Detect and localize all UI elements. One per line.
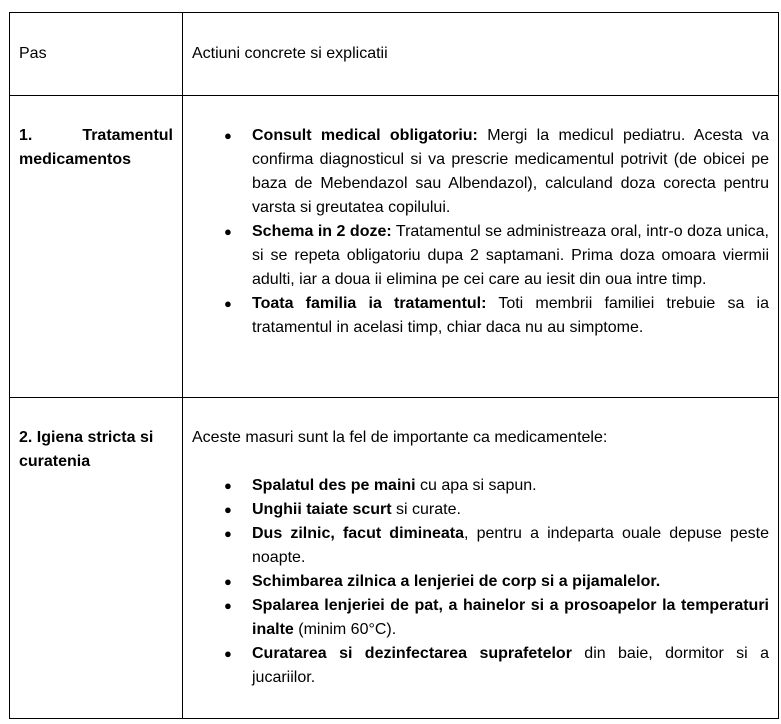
header-row — [10, 13, 779, 96]
step-2-actions-cell[interactable] — [183, 398, 779, 719]
list-item — [192, 642, 769, 690]
step-2-list — [192, 474, 769, 690]
bullet-icon: ● — [224, 598, 232, 613]
item-bold: Schimbarea zilnica a lenjeriei de corp si a pijamalelor. — [252, 573, 661, 590]
bullet-icon: ● — [224, 296, 232, 311]
item-bold: Spalarea lenjeriei de pat, a hainelor si a prosoapelor la temperaturi inalte — [252, 597, 769, 638]
item-text: din baie, dormitor si a jucariilor. — [252, 645, 769, 686]
item-bold: Schema in 2 doze: — [252, 223, 392, 240]
step-1-title-line1 — [19, 124, 173, 148]
bullet-icon: ● — [224, 478, 232, 493]
step-2-title-line2: curatenia — [19, 453, 91, 470]
bullet-icon: ● — [224, 526, 232, 541]
item-text: cu apa si sapun. — [415, 477, 537, 494]
header-actions-label: Actiuni concrete si explicatii — [192, 45, 388, 62]
list-item — [192, 594, 769, 642]
item-text: , pentru a indeparta ouale depuse peste noapte. — [252, 525, 769, 566]
header-cell-actions[interactable] — [183, 13, 779, 96]
item-text: Tratamentul se administreaza oral, intr-o doza unica, si se repeta obligatoriu dupa 2 saptamani. Prima doza omoara viermii adulti, iar a doua ii elimina pe cei care au iesit din oua intre timp. — [252, 223, 770, 288]
bullet-icon: ● — [224, 224, 232, 239]
step-row-2 — [10, 398, 779, 719]
item-bold: Toata familia ia tratamentul: — [252, 295, 487, 312]
step-2-title-cell[interactable] — [10, 398, 183, 719]
steps-table — [9, 12, 779, 719]
step-row-1 — [10, 96, 779, 398]
bullet-icon: ● — [224, 128, 232, 143]
item-bold: Consult medical obligatoriu: — [252, 127, 478, 144]
step-1-actions-cell[interactable] — [183, 96, 779, 398]
step-1-list — [192, 124, 769, 340]
list-item — [192, 570, 769, 594]
item-bold: Spalatul des pe maini — [252, 477, 416, 494]
list-item — [192, 522, 769, 570]
item-bold: Dus zilnic, facut dimineata — [252, 525, 464, 542]
bullet-icon: ● — [224, 646, 232, 661]
list-item — [192, 220, 769, 292]
header-step-label: Pas — [19, 45, 47, 62]
list-item — [192, 474, 769, 498]
item-text: Toti membrii familiei trebuie sa ia tratamentul in acelasi timp, chiar daca nu au simptome. — [252, 295, 770, 336]
step-2-title-line1: 2. Igiena stricta si — [19, 429, 154, 446]
item-text: Mergi la medicul pediatru. Acesta va confirma diagnosticul si va prescrie medicamentul potrivit (de obicei pe baza de Mebendazol sau Albendazol), calculand doza corecta pentru varsta si greutatea copilului. — [252, 127, 769, 216]
item-bold: Curatarea si dezinfectarea suprafetelor — [252, 645, 572, 662]
item-text: (minim 60°C). — [293, 621, 397, 638]
item-text: si curate. — [391, 501, 461, 518]
step-1-title-line2: medicamentos — [19, 151, 132, 168]
step-1-title-cell[interactable] — [10, 96, 183, 398]
bullet-icon: ● — [224, 574, 232, 589]
list-item — [192, 124, 769, 220]
list-item — [192, 498, 769, 522]
step-1-title-word: Tratamentul — [82, 127, 173, 144]
step-2-intro: Aceste masuri sunt la fel de importante ca medicamentele: — [192, 429, 608, 446]
list-item — [192, 292, 769, 340]
header-cell-step[interactable] — [10, 13, 183, 96]
bullet-icon: ● — [224, 502, 232, 517]
item-bold: Unghii taiate scurt — [252, 501, 392, 518]
step-1-number: 1. — [19, 127, 33, 144]
